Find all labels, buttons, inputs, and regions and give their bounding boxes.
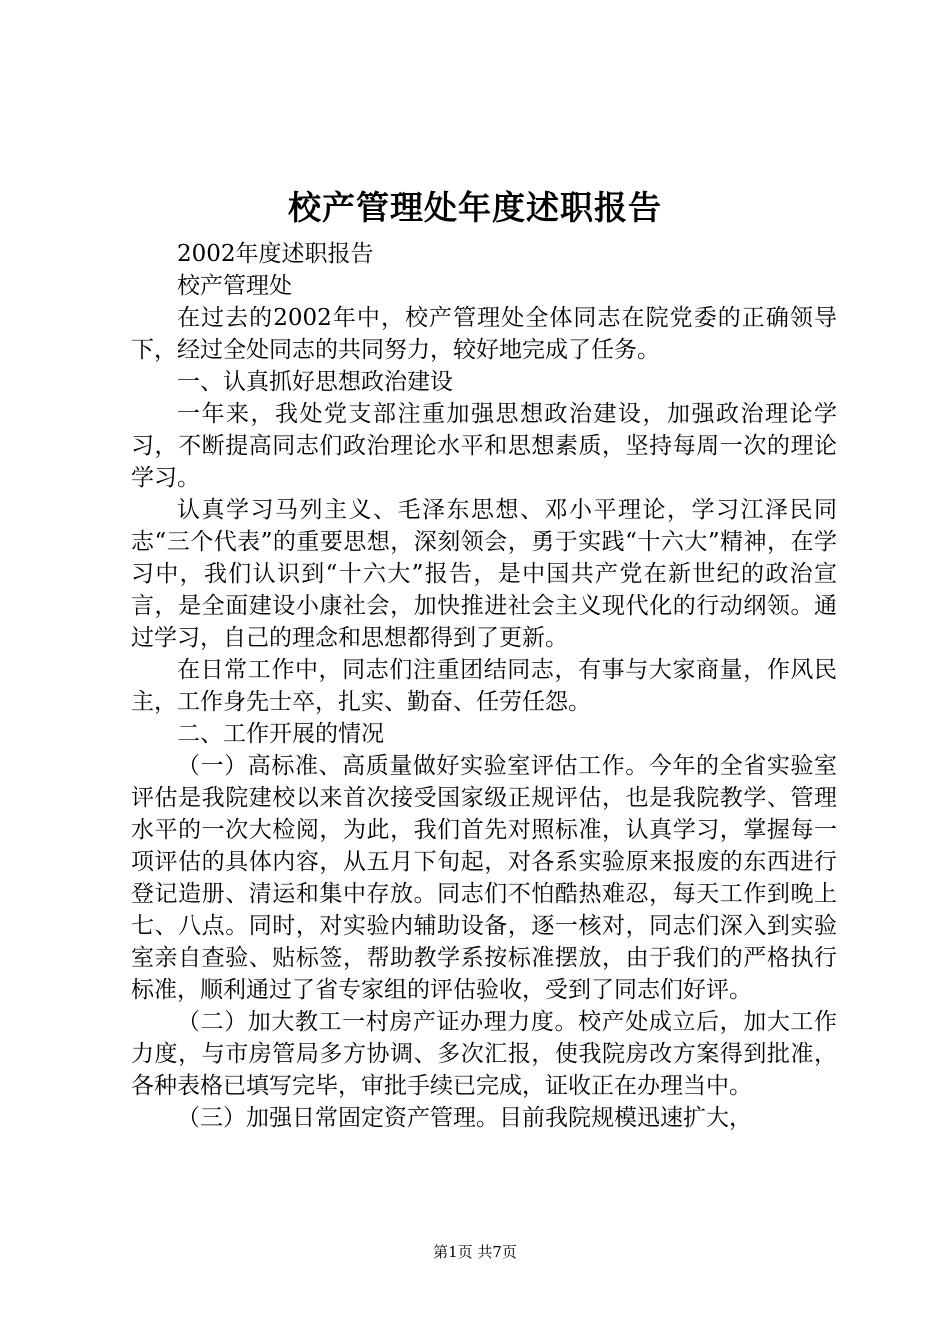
paragraph: 在日常工作中，同志们注重团结同志，有事与大家商量，作风民主，工作身先士卒，扎实、勤奋、任劳任怨。	[131, 657, 837, 715]
paragraph: （三）加强日常固定资产管理。目前我院规模迅速扩大，	[177, 1105, 752, 1131]
document-title: 校产管理处年度述职报告	[288, 188, 662, 227]
paragraph: （一）高标准、高质量做好实验室评估工作。今年的全省实验室评估是我院建校以来首次接受国家级正规评估，也是我院教学、管理水平的一次大检阅，为此，我们首先对照标准，认真学习，掌握每一项评估的具体内容，从五月下旬起，对各系实验原来报废的东西进行登记造册、清运和集中存放。同志们不怕酷热难忍，每天工作到晚上七、八点。同时，对实验内辅助设备，逐一核对，同志们深入到实验室亲自查验、贴标签，帮助教学系按标准摆放，由于我们的严格执行标准，顺利通过了省专家组的评估验收，受到了同志们好评。	[131, 753, 837, 1003]
paragraph: 一年来，我处党支部注重加强思想政治建设，加强政治理论学习，不断提高同志们政治理论水平和思想素质，坚持每周一次的理论学习。	[131, 401, 837, 491]
page-footer: 第1页 共7页	[433, 1243, 517, 1261]
paragraph: （二）加大教工一村房产证办理力度。校产处成立后，加大工作力度，与市房管局多方协调、多次汇报，使我院房改方案得到批准，各种表格已填写完毕，审批手续已完成，证收正在办理当中。	[131, 1009, 837, 1099]
paragraph-report-heading: 2002年度述职报告	[177, 241, 374, 267]
paragraph: 认真学习马列主义、毛泽东思想、邓小平理论，学习江泽民同志“三个代表”的重要思想，深刻领会，勇于实践“十六大”精神，在学习中，我们认识到“十六大”报告，是中国共产党在新世纪的政治宣言，是全面建设小康社会，加快推进社会主义现代化的行动纲领。通过学习，自己的理念和思想都得到了更新。	[131, 497, 837, 651]
section-heading-1: 一、认真抓好思想政治建设	[177, 369, 453, 395]
paragraph-intro: 在过去的2002年中，校产管理处全体同志在院党委的正确领导下，经过全处同志的共同努力，较好地完成了任务。	[131, 305, 837, 363]
paragraph-department: 校产管理处	[177, 273, 292, 299]
section-heading-2: 二、工作开展的情况	[177, 721, 384, 747]
document-body	[131, 238, 837, 1134]
